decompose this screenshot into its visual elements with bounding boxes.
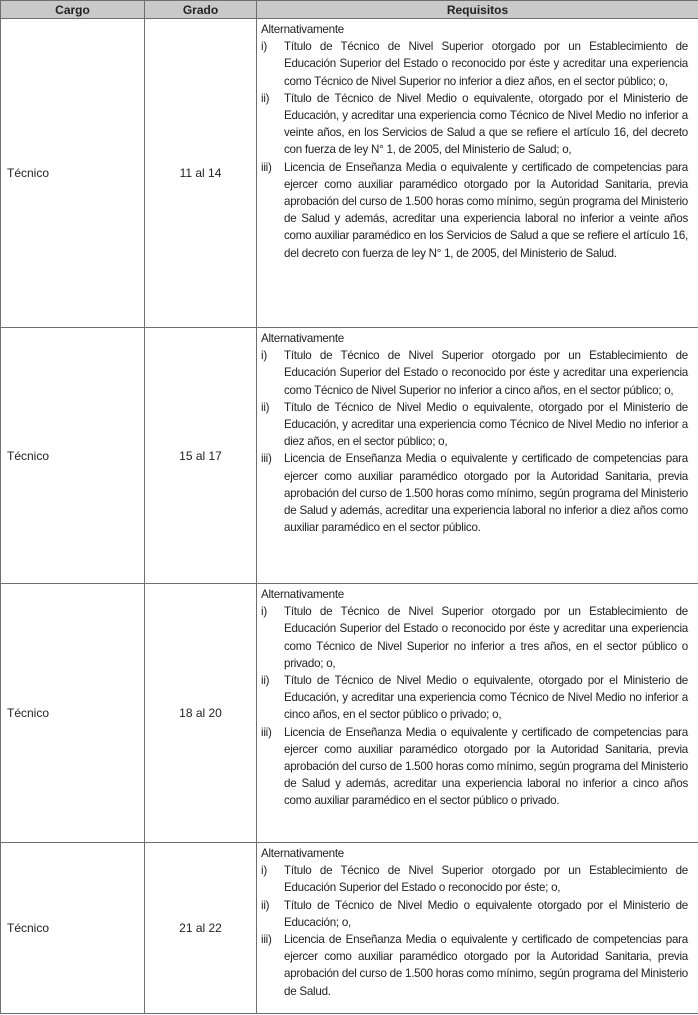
item-number: i) bbox=[261, 349, 267, 363]
item-number: i) bbox=[261, 40, 267, 54]
header-row bbox=[1, 1, 698, 19]
cargo-cell: Técnico bbox=[1, 328, 145, 584]
item-number: iii) bbox=[261, 160, 272, 174]
requirement-item bbox=[261, 450, 688, 536]
item-text: Licencia de Enseñanza Media o equivalente y certificado de competencias para ejercer como auxiliar paramédico otorgado por la Autoridad Sanitaria, previa aprobación del curso de 1.500 horas como mínimo, según programa del Ministerio de Salud y además, acreditar una experiencia laboral no inferior a diez años como auxiliar paramédico en el sector público. bbox=[284, 452, 688, 535]
requirement-item bbox=[261, 724, 688, 810]
item-text: Título de Técnico de Nivel Superior otorgado por un Establecimiento de Educación Superior del Estado o reconocido por éste y acreditar una experiencia como Técnico de Nivel Superior no inferior a diez años, en el sector público; o, bbox=[284, 40, 688, 88]
item-text: Licencia de Enseñanza Media o equivalente y certificado de competencias para ejercer como auxiliar paramédico otorgado por la Autoridad Sanitaria, previa aprobación del curso de 1.500 horas como mínimo, según programa del Ministerio de Salud. bbox=[284, 933, 688, 998]
item-number: ii) bbox=[261, 91, 270, 105]
requirement-item bbox=[261, 672, 688, 724]
grado-cell: 21 al 22 bbox=[145, 843, 257, 1014]
grado-cell: 18 al 20 bbox=[145, 584, 257, 843]
item-number: ii) bbox=[261, 400, 270, 414]
item-text: Título de Técnico de Nivel Superior otorgado por un Establecimiento de Educación Superior del Estado o reconocido por éste y acreditar una experiencia como Técnico de Nivel Superior no inferior a tres años, en el sector público o privado; o, bbox=[284, 605, 688, 670]
item-number: iii) bbox=[261, 725, 272, 739]
requirement-item bbox=[261, 603, 688, 672]
item-number: ii) bbox=[261, 898, 270, 912]
item-number: iii) bbox=[261, 452, 272, 466]
cargo-cell: Técnico bbox=[1, 843, 145, 1014]
table-row bbox=[1, 584, 698, 843]
item-text: Título de Técnico de Nivel Medio o equivalente otorgado por el Ministerio de Educación; o, bbox=[284, 898, 688, 929]
item-number: i) bbox=[261, 864, 267, 878]
header-requisitos: Requisitos bbox=[257, 1, 698, 19]
requirement-item bbox=[261, 38, 688, 90]
requirement-item bbox=[261, 347, 688, 399]
item-text: Título de Técnico de Nivel Medio o equivalente, otorgado por el Ministerio de Educación, y acreditar una experiencia como Técnico de Nivel Medio no inferior a diez años, en el sector público; o, bbox=[284, 400, 688, 449]
item-text: Título de Técnico de Nivel Medio o equivalente, otorgado por el Ministerio de Educación, y acreditar una experiencia como Técnico de Nivel Medio no inferior a veinte años, en los Servicios de Salud a que se refiere el artículo 16, del decreto con fuerza de ley N° 1, de 2005, del Ministerio de Salud; o, bbox=[284, 91, 688, 157]
item-text: Título de Técnico de Nivel Superior otorgado por un Establecimiento de Educación Superior del Estado o reconocido por éste; o, bbox=[284, 864, 688, 895]
item-number: ii) bbox=[261, 674, 270, 688]
requisitos-intro: Alternativamente bbox=[261, 332, 344, 345]
requirement-item bbox=[261, 897, 688, 931]
requirement-item bbox=[261, 862, 688, 896]
requisitos-intro: Alternativamente bbox=[261, 847, 344, 860]
table-row bbox=[1, 328, 698, 584]
item-text: Licencia de Enseñanza Media o equivalente y certificado de competencias para ejercer como auxiliar paramédico otorgado por la Autoridad Sanitaria, previa aprobación del curso de 1.500 horas como mínimo, según programa del Ministerio de Salud y además, acreditar una experiencia laboral no inferior a veinte años como auxiliar paramédico en los Servicios de Salud a que se refiere el artículo 16, del decreto con fuerza de ley N° 1, de 2005, del Ministerio de Salud. bbox=[284, 160, 688, 260]
table-row bbox=[1, 843, 698, 1014]
item-text: Licencia de Enseñanza Media o equivalente y certificado de competencias para ejercer como auxiliar paramédico otorgado por la Autoridad Sanitaria, previa aprobación del curso de 1.500 horas como mínimo, según programa del Ministerio de Salud y además, acreditar una experiencia laboral no inferior a cinco años como auxiliar paramédico en el sector público o privado. bbox=[284, 725, 688, 808]
requisitos-intro: Alternativamente bbox=[261, 588, 344, 601]
cargo-cell: Técnico bbox=[1, 19, 145, 328]
requisitos-cell bbox=[257, 584, 698, 843]
item-number: i) bbox=[261, 605, 267, 619]
requisitos-cell bbox=[257, 328, 698, 584]
requirement-item bbox=[261, 90, 688, 159]
requisitos-cell bbox=[257, 843, 698, 1014]
item-text: Título de Técnico de Nivel Medio o equivalente, otorgado por el Ministerio de Educación, y acreditar una experiencia como Técnico de Nivel Medio no inferior a cinco años, en el sector público o privado; o, bbox=[284, 674, 688, 722]
requirement-item bbox=[261, 399, 688, 451]
requirement-item bbox=[261, 931, 688, 1000]
cargo-cell: Técnico bbox=[1, 584, 145, 843]
requisitos-cell bbox=[257, 19, 698, 328]
header-cargo: Cargo bbox=[1, 1, 145, 19]
table-row bbox=[1, 19, 698, 328]
requisitos-intro: Alternativamente bbox=[261, 23, 344, 36]
grado-cell: 15 al 17 bbox=[145, 328, 257, 584]
item-text: Título de Técnico de Nivel Superior otorgado por un Establecimiento de Educación Superior del Estado o reconocido por éste y acreditar una experiencia como Técnico de Nivel Superior no inferior a cinco años, en el sector público; o, bbox=[284, 349, 688, 397]
header-grado: Grado bbox=[145, 1, 257, 19]
requirement-item bbox=[261, 159, 688, 262]
item-number: iii) bbox=[261, 933, 272, 947]
grado-cell: 11 al 14 bbox=[145, 19, 257, 328]
